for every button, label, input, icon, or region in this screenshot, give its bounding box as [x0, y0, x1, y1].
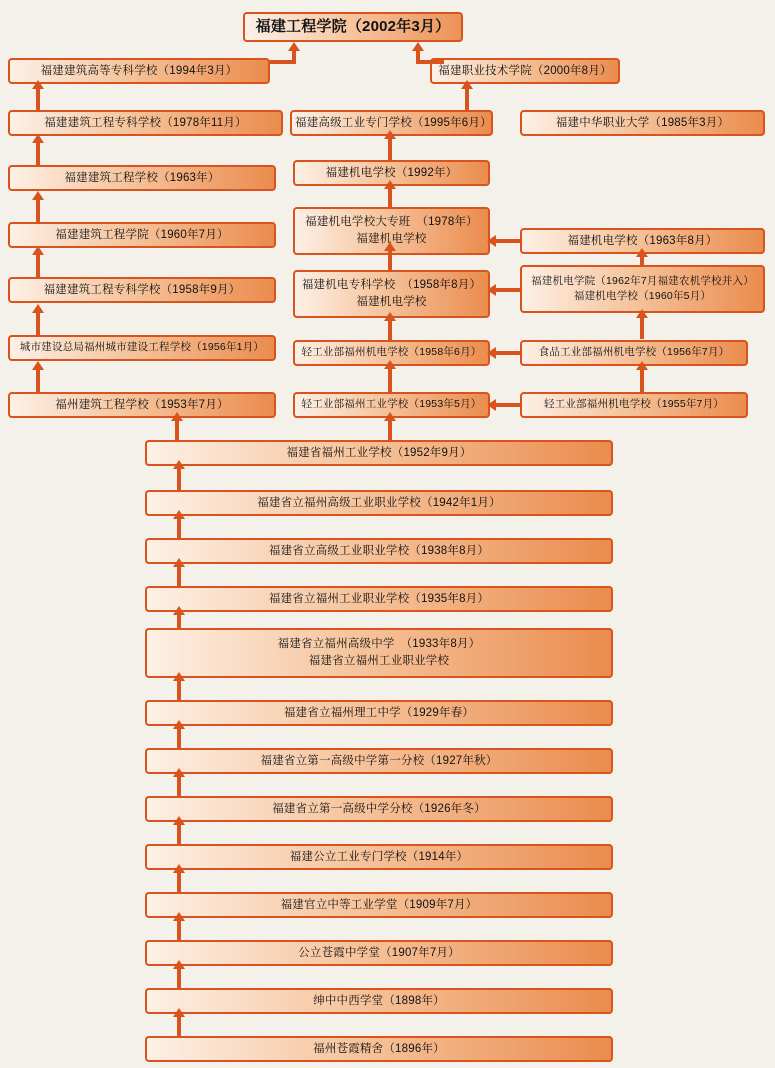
node-trunk-1952	[145, 440, 613, 466]
node-trunk-1907	[145, 940, 613, 966]
node-trunk-1909	[145, 892, 613, 918]
node-root-university	[243, 12, 463, 42]
node-label-line2: 福建机电学校	[356, 296, 427, 308]
node-label-line1: 福建机电专科学校 （1958年8月）	[301, 279, 482, 292]
node-label: 福州苍霞精舍（1896年）	[313, 1042, 445, 1055]
node-zhonghua-vocational-univ-1985	[520, 110, 765, 136]
node-label: 食品工业部福州机电学校（1956年7月）	[538, 346, 730, 359]
node-label: 福建高级工业专门学校（1995年6月）	[295, 116, 492, 129]
arrow-jidian1958-to-jidian1978	[388, 250, 392, 272]
node-label: 福建省立第一高级中学第一分校（1927年秋）	[260, 754, 498, 767]
node-jidian-specialty-1958	[293, 270, 490, 318]
node-label-line2: 福建省立福州工业职业学校	[308, 655, 450, 667]
arrow-1942-to-1952	[177, 468, 181, 490]
node-trunk-1896	[145, 1036, 613, 1062]
node-label: 福建中华职业大学（1985年3月）	[555, 116, 730, 129]
node-label: 轻工业部福州工业学校（1953年5月）	[301, 398, 482, 411]
node-arch-eng-institute-1960	[8, 222, 276, 248]
node-label: 福建机电学校（1992年）	[325, 166, 458, 179]
node-trunk-1942	[145, 490, 613, 516]
arrow-1938-to-1942	[177, 518, 181, 538]
arrow-1992-to-1995	[388, 138, 392, 160]
node-fujian-architecture-college-1994	[8, 58, 270, 84]
node-arch-eng-specialty-1958	[8, 277, 276, 303]
node-label: 福建省立第一高级中学分校（1926年冬）	[272, 802, 486, 815]
node-trunk-1938	[145, 538, 613, 564]
node-trunk-1929	[145, 700, 613, 726]
node-fujian-vocational-tech-2000	[430, 58, 620, 84]
node-label: 轻工业部福州机电学校（1958年6月）	[301, 346, 482, 359]
arrow-1952-to-arch1953	[175, 420, 179, 442]
connector-2000-horizontal	[416, 60, 444, 64]
arrow-1927-to-1929	[177, 728, 181, 748]
arrow-1926-to-1927	[177, 776, 181, 796]
node-label: 福建建筑工程学校（1963年）	[64, 171, 220, 184]
node-label: 福州建筑工程学校（1953年7月）	[55, 398, 229, 411]
node-city-construction-school-1956	[8, 335, 276, 361]
arrow-1956-to-1958	[36, 312, 40, 335]
node-label: 轻工业部福州机电学校（1955年7月）	[544, 398, 724, 411]
node-trunk-1933	[145, 628, 613, 678]
node-trunk-1927	[145, 748, 613, 774]
arrow-light1958-to-jidian1958	[388, 320, 392, 341]
node-label-line1: 福建省立福州高级中学 （1933年8月）	[277, 638, 481, 651]
node-trunk-1898	[145, 988, 613, 1014]
arrow-1909-to-1914	[177, 872, 181, 892]
arrow-light1955-to-light1953	[495, 403, 520, 407]
node-label: 福建省立福州高级工业职业学校（1942年1月）	[257, 496, 501, 509]
arrow-1995-to-2000	[465, 88, 469, 110]
node-label: 福建职业技术学院（2000年8月）	[438, 64, 612, 77]
node-label: 福建机电学校（1963年8月）	[567, 234, 718, 247]
arrow-1929-to-1933	[177, 680, 181, 700]
node-arch-eng-school-1963	[8, 165, 276, 191]
node-trunk-1914	[145, 844, 613, 870]
connector-1994-horizontal	[270, 60, 296, 64]
arrow-1907-to-1909	[177, 920, 181, 940]
node-label: 福建建筑工程专科学校（1958年9月）	[43, 283, 241, 296]
arrow-jidian1978-to-1992	[388, 188, 392, 207]
arrow-1952-to-light1953	[388, 420, 392, 442]
arrow-1914-to-1926	[177, 824, 181, 844]
node-fuzhou-arch-eng-school-1953	[8, 392, 276, 418]
node-label: 绅中中西学堂（1898年）	[313, 994, 445, 1007]
node-label: 城市建设总局福州城市建设工程学校（1956年1月）	[19, 341, 265, 354]
node-label: 福建省立福州理工中学（1929年春）	[283, 706, 475, 719]
arrow-light1955-to-food1956	[640, 369, 644, 392]
node-label: 公立苍霞中学堂（1907年7月）	[298, 946, 460, 959]
arrow-food1956-to-jidian1962	[640, 317, 644, 339]
node-label: 福建省立福州工业职业学校（1935年8月）	[268, 592, 490, 605]
node-label-line1: 福建机电学院（1962年7月福建农机学校并入）	[531, 274, 754, 287]
node-jidian-institute-1962	[520, 265, 765, 313]
arrow-1935-to-1938	[177, 566, 181, 586]
node-label: 福建建筑高等专科学校（1994年3月）	[40, 64, 238, 77]
node-light-industry-jidian-1955	[520, 392, 748, 418]
node-arch-eng-specialty-1978	[8, 110, 283, 136]
node-label: 福建省福州工业学校（1952年9月）	[286, 446, 472, 459]
arrow-1896-to-1898	[177, 1016, 181, 1036]
arrow-1933-to-1935	[177, 614, 181, 628]
arrow-jidian1963-to-jidian1978	[495, 239, 520, 243]
arrow-1963-to-1978	[36, 142, 40, 165]
node-label: 福建省立高级工业职业学校（1938年8月）	[268, 544, 490, 557]
arrow-1953-to-1956	[36, 369, 40, 392]
node-label: 福建官立中等工业学堂（1909年7月）	[280, 898, 478, 911]
arrow-food1956-to-light1958	[495, 351, 520, 355]
arrow-jidian1962-to-jidian1963	[640, 256, 644, 266]
node-label: 福建公立工业专门学校（1914年）	[289, 850, 469, 863]
node-label-line1: 福建机电学校大专班 （1978年）	[305, 216, 478, 229]
node-label: 福建工程学院（2002年3月）	[255, 17, 451, 35]
node-label-line2: 福建机电学校	[356, 233, 427, 245]
node-label-line2: 福建机电学校（1960年5月）	[573, 290, 712, 302]
node-label: 福建建筑工程学院（1960年7月）	[55, 228, 229, 241]
arrow-1898-to-1907	[177, 968, 181, 988]
arrow-light1953-to-light1958	[388, 368, 392, 393]
arrow-1978-to-1994	[36, 88, 40, 110]
node-label: 福建建筑工程专科学校（1978年11月）	[44, 116, 247, 129]
node-trunk-1935	[145, 586, 613, 612]
node-food-industry-jidian-1956	[520, 340, 748, 366]
arrow-1958-to-1960	[36, 254, 40, 277]
arrow-jidian1962-to-jidian1958	[495, 288, 520, 292]
node-trunk-1926	[145, 796, 613, 822]
arrow-1960-to-1963	[36, 199, 40, 222]
